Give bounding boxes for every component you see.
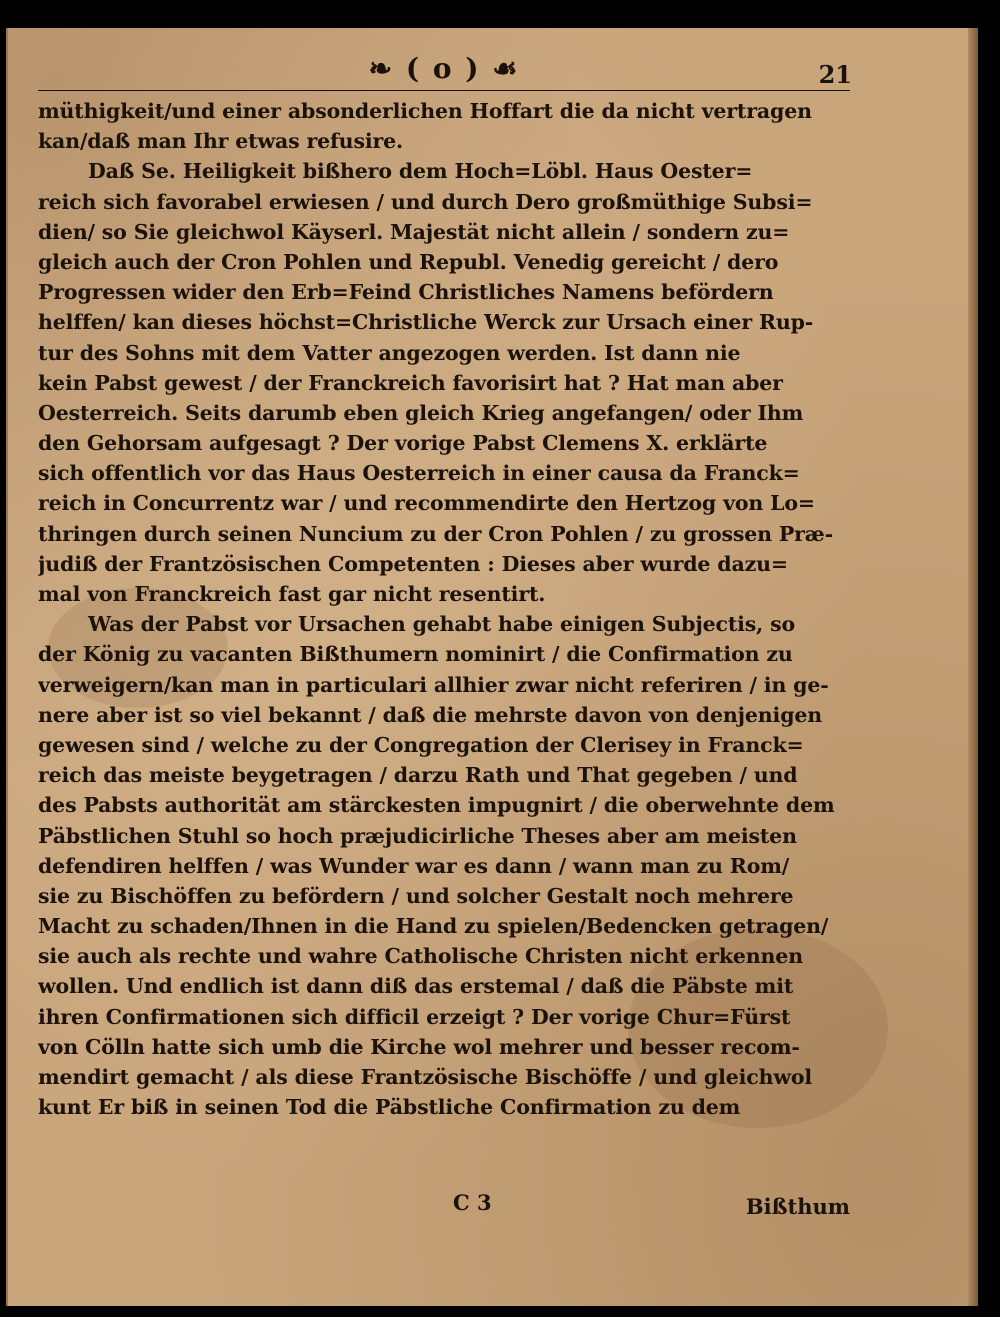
text-line: tur des Sohns mit dem Vatter angezogen werden. Ist dann nie	[38, 340, 741, 365]
text-line: nere aber ist so viel bekannt / daß die mehrste davon von denjenigen	[38, 702, 823, 727]
text-line: kunt Er biß in seinen Tod die Päbstliche Confirmation zu dem	[38, 1095, 741, 1120]
paragraph-start-line: Daß Se. Heiligkeit bißhero dem Hoch=Löbl. Haus Oester=	[88, 159, 753, 184]
text-line: Macht zu schaden/Ihnen in die Hand zu spielen/Bedencken getragen/	[38, 914, 829, 939]
paragraph-start-line: Was der Pabst vor Ursachen gehabt habe einigen Subjectis, so	[88, 612, 796, 637]
page-header	[38, 52, 850, 96]
text-line: Oesterreich. Seits darumb eben gleich Krieg angefangen/ oder Ihm	[38, 400, 804, 425]
text-line: wollen. Und endlich ist dann diß das erstemal / daß die Päbste mit	[38, 974, 794, 999]
page-number: 21	[818, 60, 852, 89]
text-line: reich in Concurrentz war / und recommendirte den Hertzog von Lo=	[38, 491, 815, 516]
catchword: Bißthum	[745, 1194, 850, 1219]
text-line: müthigkeit/und einer absonderlichen Hoffart die da nicht vertragen	[38, 99, 812, 123]
text-line: mendirt gemacht / als diese Frantzösische Bischöffe / und gleichwol	[38, 1065, 813, 1089]
page-edge	[968, 28, 978, 1306]
text-line: judiß der Frantzösischen Competenten : Dieses aber wurde dazu=	[38, 551, 788, 576]
text-line: kein Pabst gewest / der Franckreich favorisirt hat ? Hat man aber	[38, 370, 783, 395]
text-line: sich offentlich vor das Haus Oesterreich in einer causa da Franck=	[38, 461, 800, 486]
text-line: reich das meiste beygetragen / darzu Rath und That gegeben / und	[38, 763, 798, 788]
page-footer	[38, 1190, 850, 1230]
text-line: defendiren helffen / was Wunder war es dann / wann man zu Rom/	[38, 853, 790, 878]
text-line: der König zu vacanten Bißthumern nominirt / die Confirmation zu	[38, 642, 793, 667]
text-line: sie zu Bischöffen zu befördern / und solcher Gestalt noch mehrere	[38, 883, 794, 908]
signature-mark: C 3	[453, 1190, 492, 1215]
text-line: gleich auch der Cron Pohlen und Republ. Venedig gereicht / dero	[38, 249, 779, 274]
text-line: von Cölln hatte sich umb die Kirche wol mehrer und besser recom-	[38, 1034, 800, 1059]
text-line: des Pabsts authorität am stärckesten impugnirt / die oberwehnte dem	[38, 793, 835, 818]
text-line: sie auch als rechte und wahre Catholische Christen nicht erkennen	[38, 944, 803, 969]
text-line: ihren Confirmationen sich difficil erzeigt ? Der vorige Chur=Fürst	[38, 1004, 791, 1029]
text-line: den Gehorsam aufgesagt ? Der vorige Pabst Clemens X. erklärte	[38, 431, 768, 456]
text-line: Progressen wider den Erb=Feind Christliches Namens befördern	[38, 280, 774, 305]
body-text	[38, 96, 850, 1122]
text-line: helffen/ kan dieses höchst=Christliche Werck zur Ursach einer Rup-	[38, 310, 814, 335]
text-line: Päbstlichen Stuhl so hoch præjudicirliche Theses aber am meisten	[38, 823, 797, 848]
text-line: verweigern/kan man in particulari allhier zwar nicht referiren / in ge-	[38, 672, 829, 697]
header-ornament: ❧ ( o ) ☙	[368, 52, 520, 85]
text-line: mal von Franckreich fast gar nicht resentirt.	[38, 582, 546, 606]
text-line: reich sich favorabel erwiesen / und durch Dero großmüthige Subsi=	[38, 189, 813, 214]
text-line: kan/daß man Ihr etwas refusire.	[38, 129, 404, 154]
text-line: gewesen sind / welche zu der Congregation der Clerisey in Franck=	[38, 732, 804, 757]
text-line: dien/ so Sie gleichwol Käyserl. Majestät nicht allein / sondern zu=	[38, 219, 790, 244]
header-rule	[38, 90, 850, 91]
text-line: thringen durch seinen Nuncium zu der Cron Pohlen / zu grossen Præ-	[38, 521, 833, 546]
